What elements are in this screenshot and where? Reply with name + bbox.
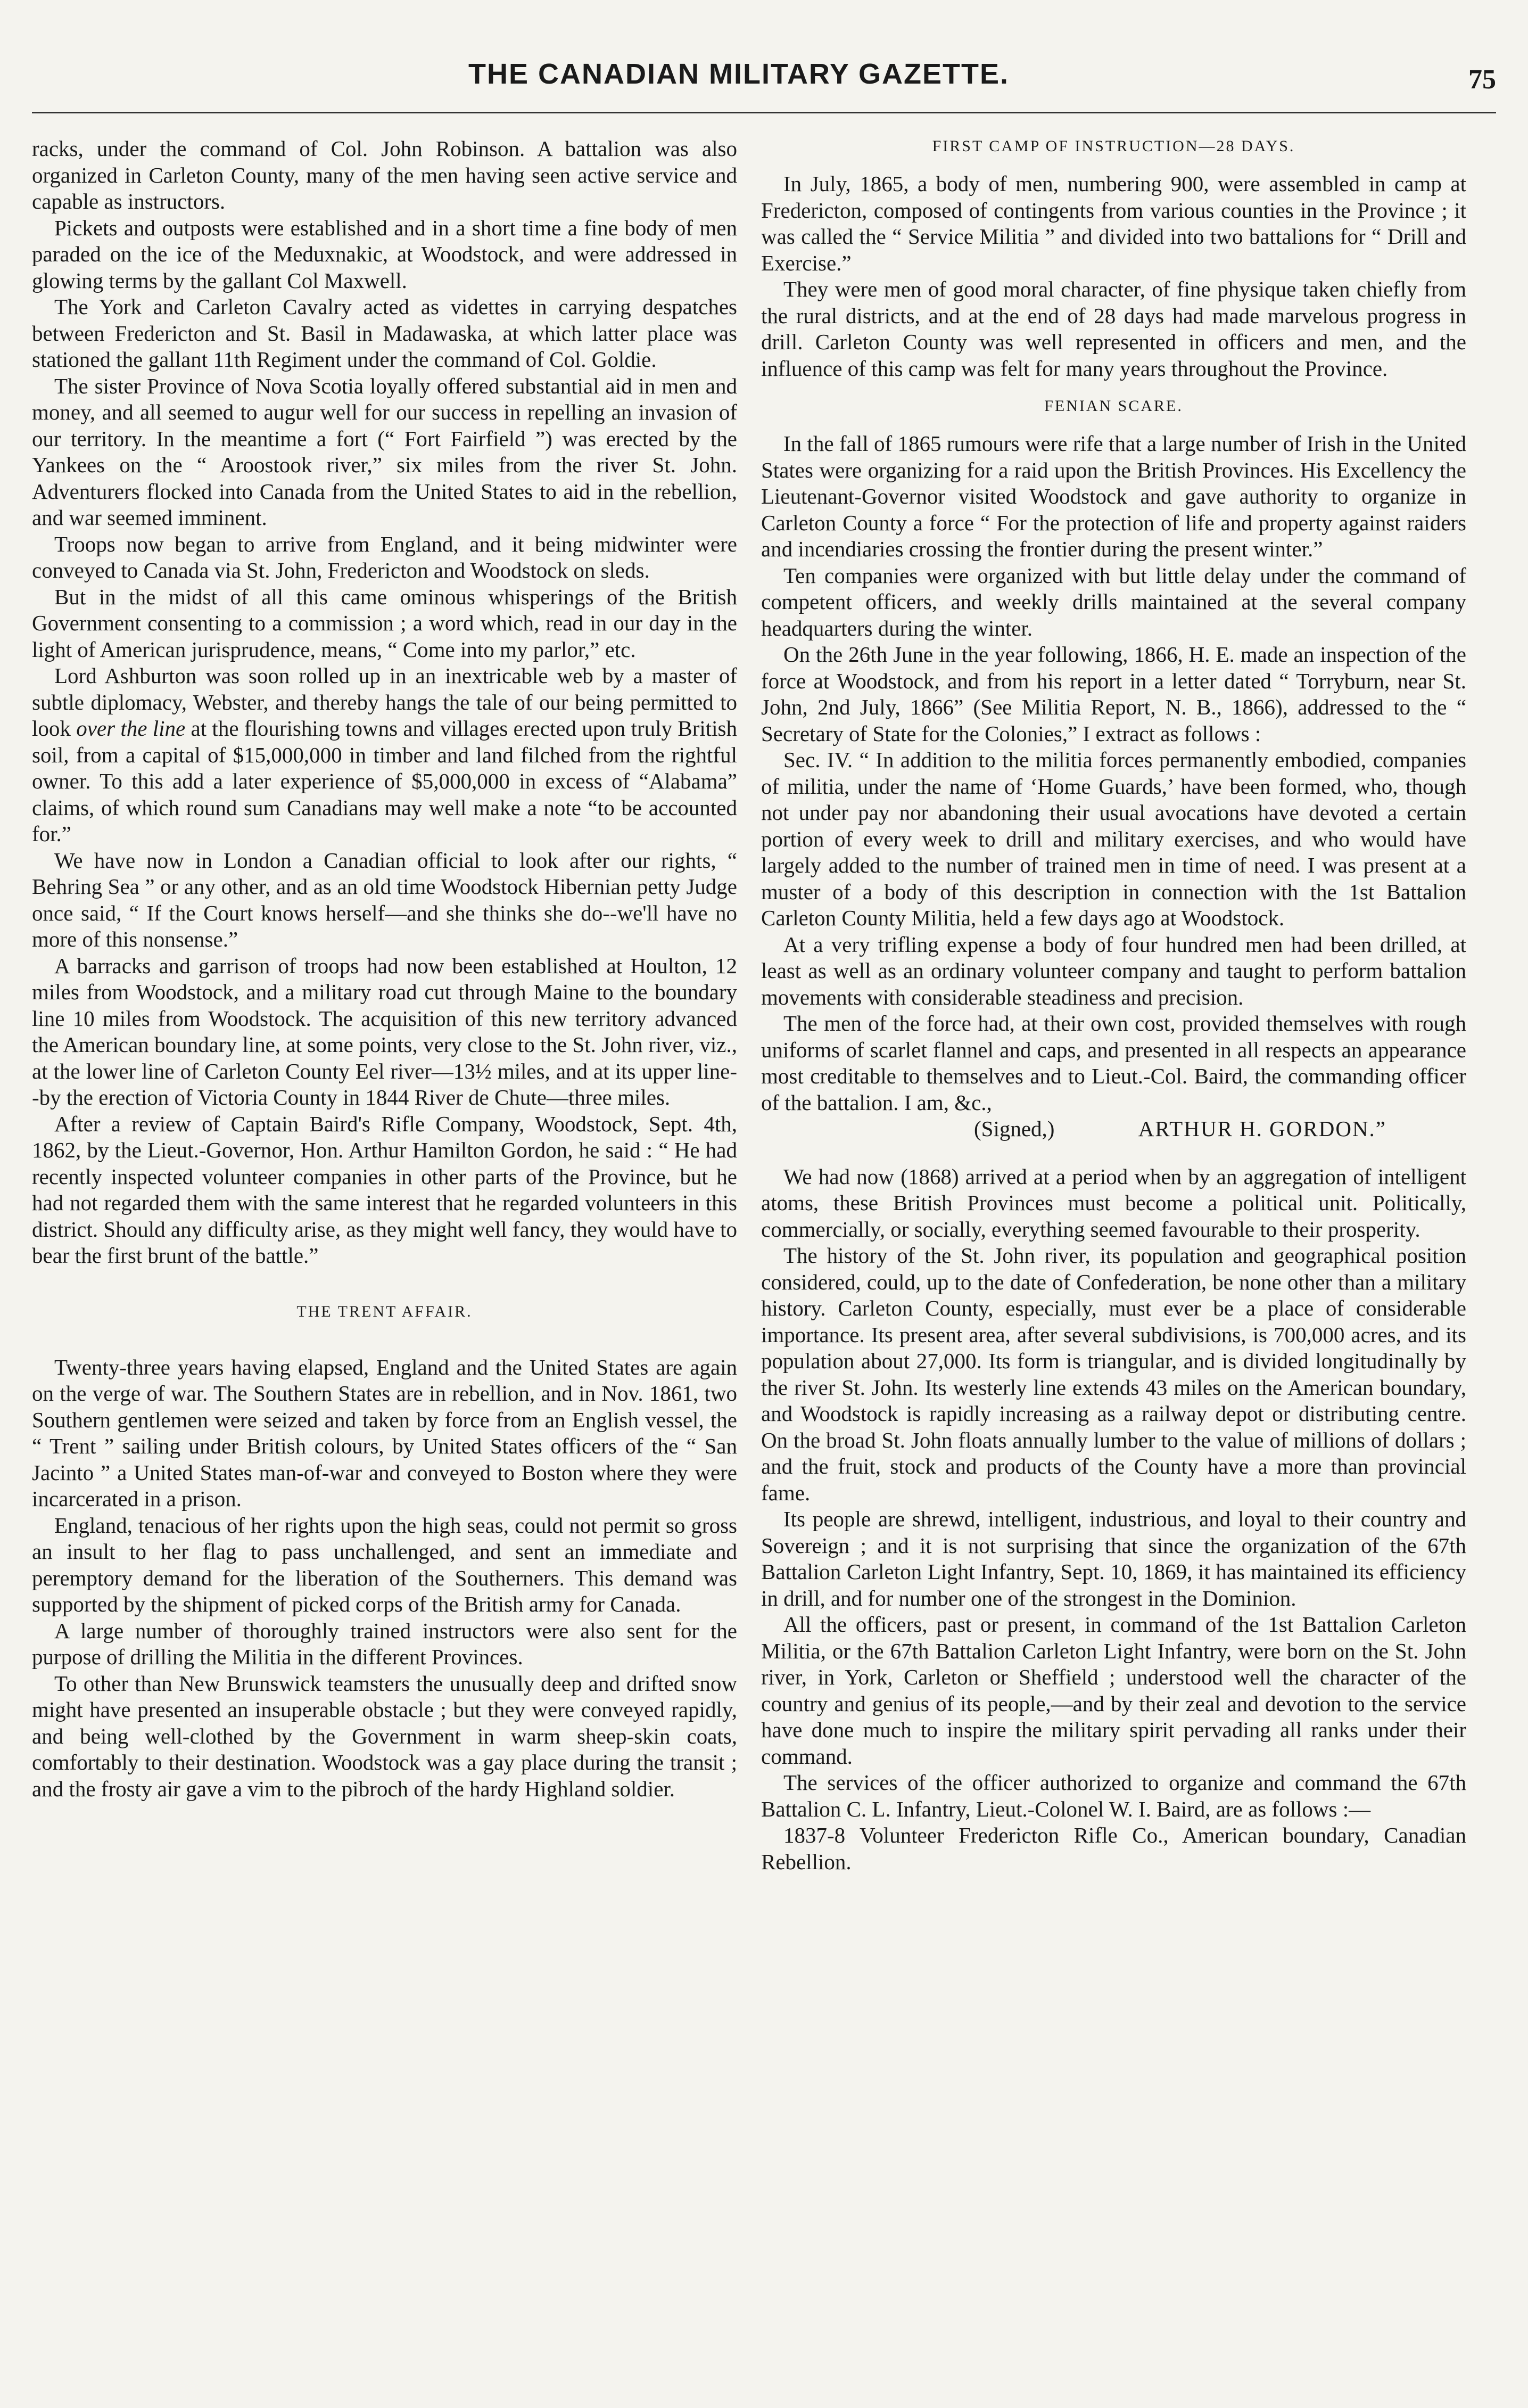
paragraph: The sister Province of Nova Scotia loyally offered substantial aid in men and money, and all seemed to augur well for our success in repelling an invasion of our territory. In the meantime a fort (“ Fort Fairfield ”) was erected by the Yankees on the “ Aroostook river,” six miles from the river St. John. Adventurers flocked into Canada from the United States to aid in the rebellion, and war seemed imminent. bbox=[32, 373, 737, 530]
paragraph: But in the midst of all this came ominous whisperings of the British Government consenting to a commission ; a word which, read in our day in the light of American jurisprudence, means, “ Come into my parlor,” etc. bbox=[32, 584, 737, 662]
header-rule bbox=[32, 112, 1496, 113]
quoted-paragraph: The men of the force had, at their own cost, provided themselves with rough uniforms of scarlet flannel and caps, and presented in all respects an appearance most creditable to themselves and to Lieut.-Col. Baird, the commanding officer of the battalion. I am, &c., bbox=[761, 1011, 1466, 1115]
paragraph: We have now in London a Canadian official to look after our rights, “ Behring Sea ” or any other, and as an old time Woodstock Hibernian petty Judge once said, “ If the Court knows herself—and she thinks she do--we'll have no more of this nonsense.” bbox=[32, 848, 737, 951]
paragraph: Twenty-three years having elapsed, England and the United States are again on the verge of war. The Southern States are in rebellion, and in Nov. 1861, two Southern gentlemen were seized and taken by force from an English vessel, the “ Trent ” sailing under British colours, by United States officers of the “ San Jacinto ” a United States man-of-war and conveyed to Boston where they were incarcerated in a prison. bbox=[32, 1354, 737, 1511]
paragraph: In the fall of 1865 rumours were rife that a large number of Irish in the United States were organizing for a raid upon the British Provinces. His Excellency the Lieutenant-Governor visited Woodstock and gave authority to organize in Carleton County a force “ For the protection of life and property against raiders and incendiaries crossing the frontier during the present winter.” bbox=[761, 431, 1466, 561]
section-heading-trent-affair: THE TRENT AFFAIR. bbox=[296, 1302, 473, 1320]
paragraph: Ten companies were organized with but little delay under the command of competent officers, and weekly drills maintained at the several company headquarters during the winter. bbox=[761, 563, 1466, 640]
paragraph: 1837-8 Volunteer Fredericton Rifle Co., American boundary, Canadian Rebellion. bbox=[761, 1823, 1466, 1874]
paragraph: A large number of thoroughly trained instructors were also sent for the purpose of drilling the Militia in the different Provinces. bbox=[32, 1618, 737, 1669]
section-heading-first-camp: FIRST CAMP OF INSTRUCTION—28 DAYS. bbox=[932, 137, 1295, 155]
right-column bbox=[761, 136, 1466, 1875]
paragraph: The York and Carleton Cavalry acted as videttes in carrying despatches between Fredericton and St. Basil in Madawaska, at which latter place was stationed the gallant 11th Regiment under the command of Col. Goldie. bbox=[32, 294, 737, 372]
paragraph: The history of the St. John river, its population and geographical position considered, could, up to the date of Confederation, be none other than a military history. Carleton County, especially, must ever be a place of considerable importance. Its present area, after several subdivisions, is 700,000 acres, and its population about 27,000. Its form is triangular, and is divided longitudinally by the river St. John. Its westerly line extends 43 miles on the American boundary, and Woodstock is rapidly increasing as a railway depot or distributing centre. On the broad St. John floats annually lumber to the value of millions of dollars ; and the fruit, stock and products of the County have a more than provincial fame. bbox=[761, 1243, 1466, 1505]
paragraph: After a review of Captain Baird's Rifle Company, Woodstock, Sept. 4th, 1862, by the Lieut.-Governor, Hon. Arthur Hamilton Gordon, he said : “ He had recently inspected volunteer companies in other parts of the Province, but he had not regarded them with the same interest that he regarded volunteers in this district. Should any difficulty arise, as they might well fancy, they would have to bear the first brunt of the battle.” bbox=[32, 1111, 737, 1268]
paragraph-text: at the flourishing towns and villages erected upon truly British soil, from a capital of $15,000,000 in timber and land filched from the rightful owner. To this add a later experience of $5,000,000 in excess of “Alabama” claims, of which round sum Canadians may well make a note “to be accounted for.” bbox=[32, 716, 737, 846]
quoted-paragraph: At a very trifling expense a body of four hundred men had been drilled, at least as well as an ordinary volunteer company and taught to perform battalion movements with considerable steadiness and precision. bbox=[761, 932, 1466, 1009]
paragraph: We had now (1868) arrived at a period when by an aggregation of intelligent atoms, these British Provinces must become a political unit. Politically, commercially, or socially, everything seemed favourable to their prosperity. bbox=[761, 1164, 1466, 1242]
publication-title: THE CANADIAN MILITARY GAZETTE. bbox=[468, 58, 1009, 90]
page-header bbox=[32, 48, 1496, 112]
quoted-paragraph: Sec. IV. “ In addition to the militia forces permanently embodied, companies of militia, under the name of ‘Home Guards,’ have been formed, who, though not under pay nor abandoning their usual avocations have devoted a certain portion of every week to drill and military exercises, and who would have largely added to the number of trained men in time of need. I was present at a muster of a body of this description in connection with the 1st Battalion Carleton County Militia, held a few days ago at Woodstock. bbox=[761, 747, 1466, 930]
paragraph: To other than New Brunswick teamsters the unusually deep and drifted snow might have presented an insuperable obstacle ; but they were conveyed rapidly, and being well-clothed by the Government in warm sheep-skin coats, comfortably to their destination. Woodstock was a gay place during the transit ; and the frosty air gave a vim to the pibroch of the hardy Highland soldier. bbox=[32, 1671, 737, 1801]
paragraph: They were men of good moral character, of fine physique taken chiefly from the rural districts, and at the end of 28 days had made marvelous progress in drill. Carleton County was well represented in officers and men, and the influence of this camp was felt for many years throughout the Province. bbox=[761, 277, 1466, 381]
paragraph: Troops now began to arrive from England, and it being midwinter were conveyed to Canada via St. John, Fredericton and Woodstock on sleds. bbox=[32, 531, 737, 582]
italic-phrase: over the line bbox=[76, 716, 186, 741]
paragraph: racks, under the command of Col. John Robinson. A battalion was also organized in Carleton County, many of the men having seen active service and capable as instructors. bbox=[32, 136, 737, 213]
signed-label: (Signed,) bbox=[974, 1116, 1055, 1141]
paragraph: All the officers, past or present, in command of the 1st Battalion Carleton Militia, or the 67th Battalion Carleton Light Infantry, were born on the St. John river, in York, Carleton or Sheffield ; understood well the character of the country and genius of its people,—and by their zeal and devotion to the service have done much to inspire the military spirit pervading all ranks under their command. bbox=[761, 1612, 1466, 1769]
paragraph: The services of the officer authorized to organize and command the 67th Battalion C. L. Infantry, Lieut.-Colonel W. I. Baird, are as follows :— bbox=[761, 1770, 1466, 1821]
paragraph: On the 26th June in the year following, 1866, H. E. made an inspection of the force at Woodstock, and from his report in a letter dated “ Torryburn, near St. John, 2nd July, 1866” (See Militia Report, N. B., 1866), addressed to the “ Secretary of State for the Colonies,” I extract as follows : bbox=[761, 642, 1466, 746]
signed-name: ARTHUR H. GORDON.” bbox=[1138, 1116, 1386, 1141]
paragraph bbox=[32, 663, 737, 848]
paragraph: A barracks and garrison of troops had now been established at Houlton, 12 miles from Woodstock, and a military road cut through Maine to the boundary line 10 miles from Woodstock. The acquisition of this new territory advanced the American boundary line, at some points, very close to the St. John river, viz., at the lower line of Carleton County Eel river—13½ miles, and at its upper line--by the erection of Victoria County in 1844 River de Chute—three miles. bbox=[32, 953, 737, 1110]
paragraph: Its people are shrewd, intelligent, industrious, and loyal to their country and Sovereign ; and it is not surprising that since the organization of the 67th Battalion Carleton Light Infantry, Sept. 10, 1869, it has maintained its efficiency in drill, and for number one of the strongest in the Dominion. bbox=[761, 1507, 1466, 1610]
signature-line bbox=[761, 1116, 1466, 1143]
page-number: 75 bbox=[1468, 64, 1496, 95]
paragraph: Pickets and outposts were established and in a short time a fine body of men paraded on the ice of the Meduxnakic, at Woodstock, and were addressed in glowing terms by the gallant Col Maxwell. bbox=[32, 215, 737, 293]
paragraph-text: Lord Ashburton was soon rolled up in an inextricable web by a master of subtle diplomacy, Webster, and thereby hangs the tale of our being permitted to look bbox=[32, 663, 737, 741]
left-column bbox=[32, 136, 737, 1802]
paragraph: In July, 1865, a body of men, numbering 900, were assembled in camp at Fredericton, composed of contingents from various counties in the Province ; it was called the “ Service Militia ” and divided into two battalions for “ Drill and Exercise.” bbox=[761, 171, 1466, 275]
paragraph: England, tenacious of her rights upon the high seas, could not permit so gross an insult to her flag to pass unchallenged, and sent an immediate and peremptory demand for the liberation of the Southerners. This demand was supported by the shipment of picked corps of the British army for Canada. bbox=[32, 1513, 737, 1616]
section-heading-fenian-scare: FENIAN SCARE. bbox=[1044, 397, 1183, 415]
